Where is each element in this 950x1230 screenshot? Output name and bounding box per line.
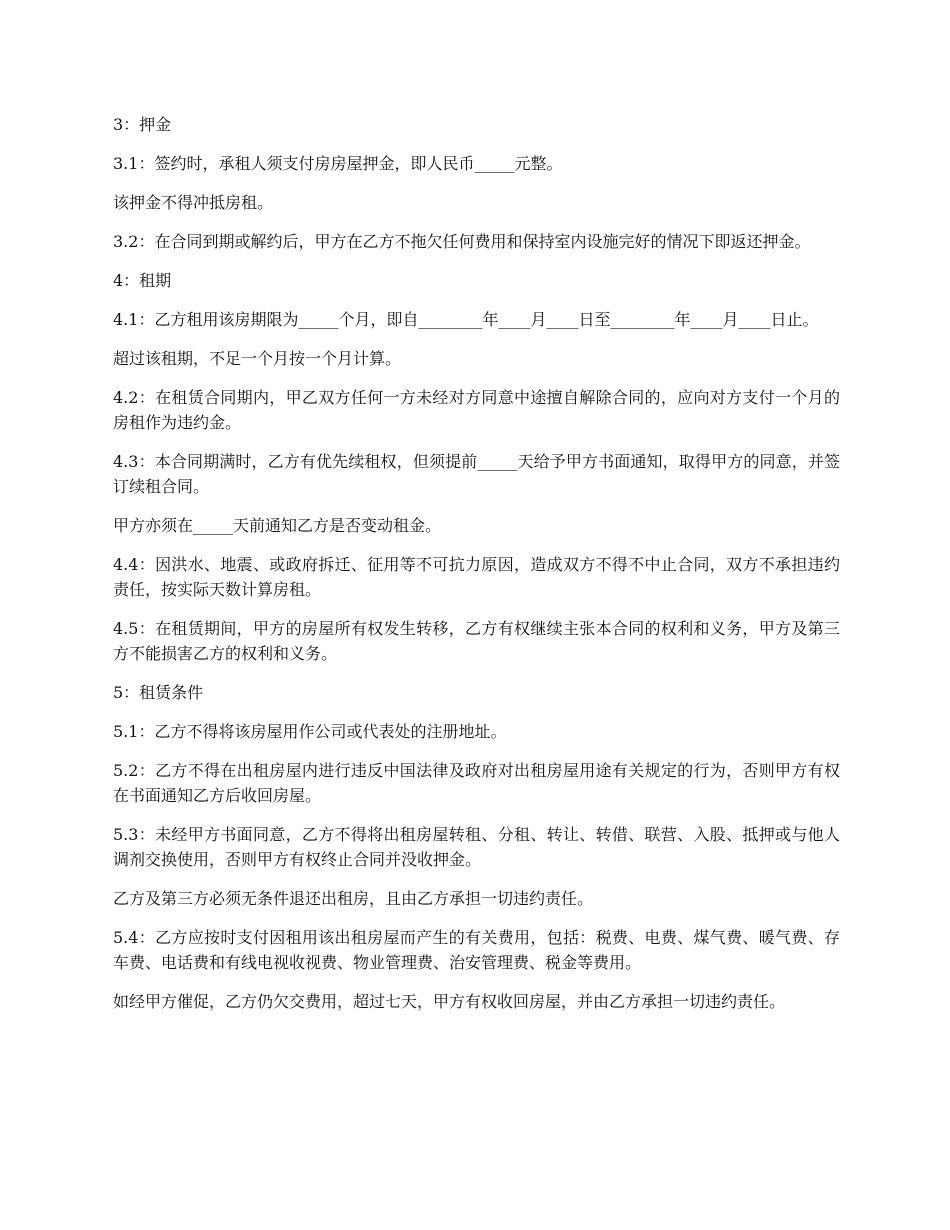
clause-5-3: 5.3：未经甲方书面同意，乙方不得将出租房屋转租、分租、转让、转借、联营、入股、抵押或与他人调剂交换使用，否则甲方有权终止合同并没收押金。: [113, 825, 840, 869]
clause-4-1: 4.1：乙方租用该房期限为_____个月，即自________年____月____日至________年____月____日止。: [113, 310, 819, 329]
clause-4-1-note: 超过该租期，不足一个月按一个月计算。: [113, 349, 402, 368]
clause-3-1: 3.1：签约时，承租人须支付房房屋押金，即人民币_____元整。: [113, 154, 563, 173]
clause-4-4: 4.4：因洪水、地震、或政府拆迁、征用等不可抗力原因，造成双方不得不中止合同，双方不承担违约责任，按实际天数计算房租。: [113, 555, 840, 599]
document-body: [113, 112, 840, 1028]
section-heading-conditions: 5：租赁条件: [113, 683, 204, 702]
clause-5-1: 5.1：乙方不得将该房屋用作公司或代表处的注册地址。: [113, 722, 507, 741]
clause-3-2: 3.2：在合同到期或解约后，甲方在乙方不拖欠任何费用和保持室内设施完好的情况下即返还押金。: [113, 232, 811, 251]
clause-4-2: 4.2：在租赁合同期内，甲乙双方任何一方未经对方同意中途擅自解除合同的，应向对方支付一个月的房租作为违约金。: [113, 388, 840, 432]
clause-5-4-note: 如经甲方催促，乙方仍欠交费用，超过七天，甲方有权收回房屋，并由乙方承担一切违约责任。: [113, 992, 786, 1011]
clause-4-3: 4.3：本合同期满时，乙方有优先续租权，但须提前_____天给予甲方书面通知，取得甲方的同意，并签订续租合同。: [113, 452, 840, 496]
section-heading-deposit: 3：押金: [113, 115, 172, 134]
clause-5-3-note: 乙方及第三方必须无条件退还出租房，且由乙方承担一切违约责任。: [113, 889, 594, 908]
clause-3-1-note: 该押金不得冲抵房租。: [113, 193, 274, 212]
clause-5-2: 5.2：乙方不得在出租房屋内进行违反中国法律及政府对出租房屋用途有关规定的行为，否则甲方有权在书面通知乙方后收回房屋。: [113, 761, 840, 805]
section-heading-term: 4：租期: [113, 271, 172, 290]
clause-4-3-note: 甲方亦须在_____天前通知乙方是否变动租金。: [113, 516, 442, 535]
clause-4-5: 4.5：在租赁期间，甲方的房屋所有权发生转移，乙方有权继续主张本合同的权利和义务，甲方及第三方不能损害乙方的权利和义务。: [113, 619, 840, 663]
clause-5-4: 5.4：乙方应按时支付因租用该出租房屋而产生的有关费用，包括：税费、电费、煤气费、暖气费、存车费、电话费和有线电视收视费、物业管理费、治安管理费、税金等费用。: [113, 928, 840, 972]
